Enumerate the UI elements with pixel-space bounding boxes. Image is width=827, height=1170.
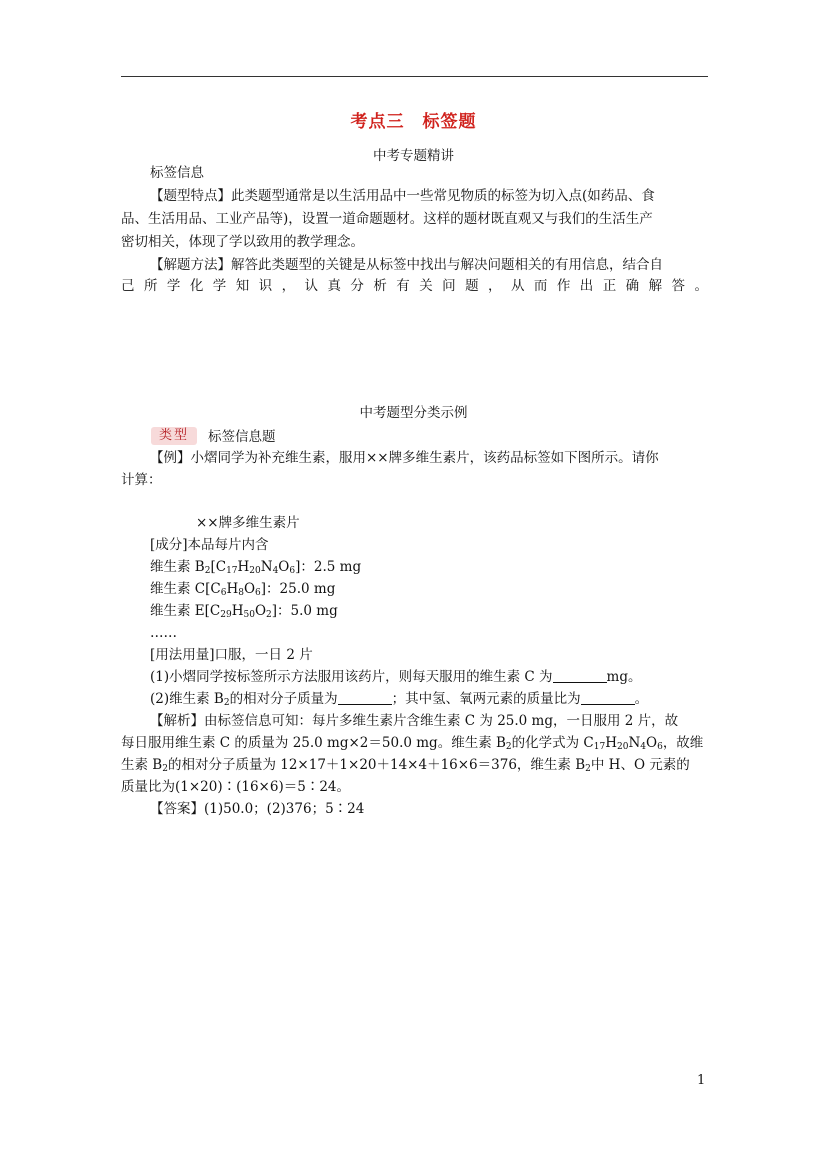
vitamin-e-line: 维生素 $E[C_{29}H_{50}O_2]$：5.0 mg bbox=[150, 603, 338, 620]
answer-line: 【答案】(1)50.0；(2)376；5∶24 bbox=[150, 801, 365, 817]
feature-paragraph-line: 品、生活用品、工业产品等)，设置一道命题题材。这样的题材既直观又与我们的生活生产 bbox=[121, 211, 653, 227]
type-badge: 类型 bbox=[151, 427, 197, 445]
page-number: 1 bbox=[697, 1073, 706, 1088]
answer-blank bbox=[338, 692, 392, 705]
analysis-line: 质量比为(1×20)∶(16×6)＝5∶24。 bbox=[121, 779, 350, 795]
usage-line: [用法用量]口服，一日 2 片 bbox=[150, 647, 313, 663]
label-info-heading: 标签信息 bbox=[150, 165, 204, 181]
method-paragraph-line: 己所学化学知识，认真分析有关问题，从而作出正确解答。 bbox=[121, 278, 708, 294]
header-rule bbox=[121, 76, 708, 77]
question-1: (1)小熠同学按标签所示方法服用该药片，则每天服用的维生素 C 为 mg。 bbox=[150, 669, 642, 685]
page-title: 考点三 标签题 bbox=[350, 112, 477, 132]
label-product-name: ××牌多维生素片 bbox=[196, 515, 300, 531]
method-paragraph-line: 【解题方法】解答此类题型的关键是从标签中找出与解决问题相关的有用信息，结合自 bbox=[150, 257, 663, 273]
section-heading-examples: 中考题型分类示例 bbox=[359, 405, 468, 421]
type-title: 标签信息题 bbox=[208, 429, 276, 445]
feature-paragraph-line: 密切相关，体现了学以致用的教学理念。 bbox=[121, 234, 364, 250]
question-2: (2)维生素 $B_2$的相对分子质量为 ；其中氢、氧两元素的质量比为 。 bbox=[150, 691, 649, 708]
feature-paragraph-line: 【题型特点】此类题型通常是以生活用品中一些常见物质的标签为切入点(如药品、食 bbox=[150, 188, 655, 204]
answer-blank bbox=[581, 692, 635, 705]
example-line: 【例】小熠同学为补充维生素，服用××牌多维生素片，该药品标签如下图所示。请你 bbox=[150, 450, 659, 466]
section-heading-lecture: 中考专题精讲 bbox=[373, 148, 454, 164]
example-line: 计算： bbox=[121, 472, 162, 488]
vitamin-c-line: 维生素 $C[C_6H_8O_6]$：25.0 mg bbox=[150, 581, 336, 598]
ellipsis: …… bbox=[150, 625, 177, 641]
analysis-line: 【解析】由标签信息可知：每片多维生素片含维生素 C 为 25.0 mg，一日服用 2 片，故 bbox=[150, 713, 679, 729]
analysis-line: 生素 $B_2$的相对分子质量为 12×17＋1×20＋14×4＋16×6＝376，维生素 $B_2$中 H、O 元素的 bbox=[121, 757, 690, 774]
analysis-line: 每日服用维生素 C 的质量为 25.0 mg×2＝50.0 mg。维生素 $B_2$的化学式为 $C_{17}H_{20}N_4O_6$，故维 bbox=[121, 735, 704, 752]
answer-blank bbox=[553, 670, 607, 683]
label-component: [成分]本品每片内含 bbox=[150, 537, 269, 553]
vitamin-b2-line: 维生素 $B_2[C_{17}H_{20}N_4O_6]$：2.5 mg bbox=[150, 559, 362, 576]
